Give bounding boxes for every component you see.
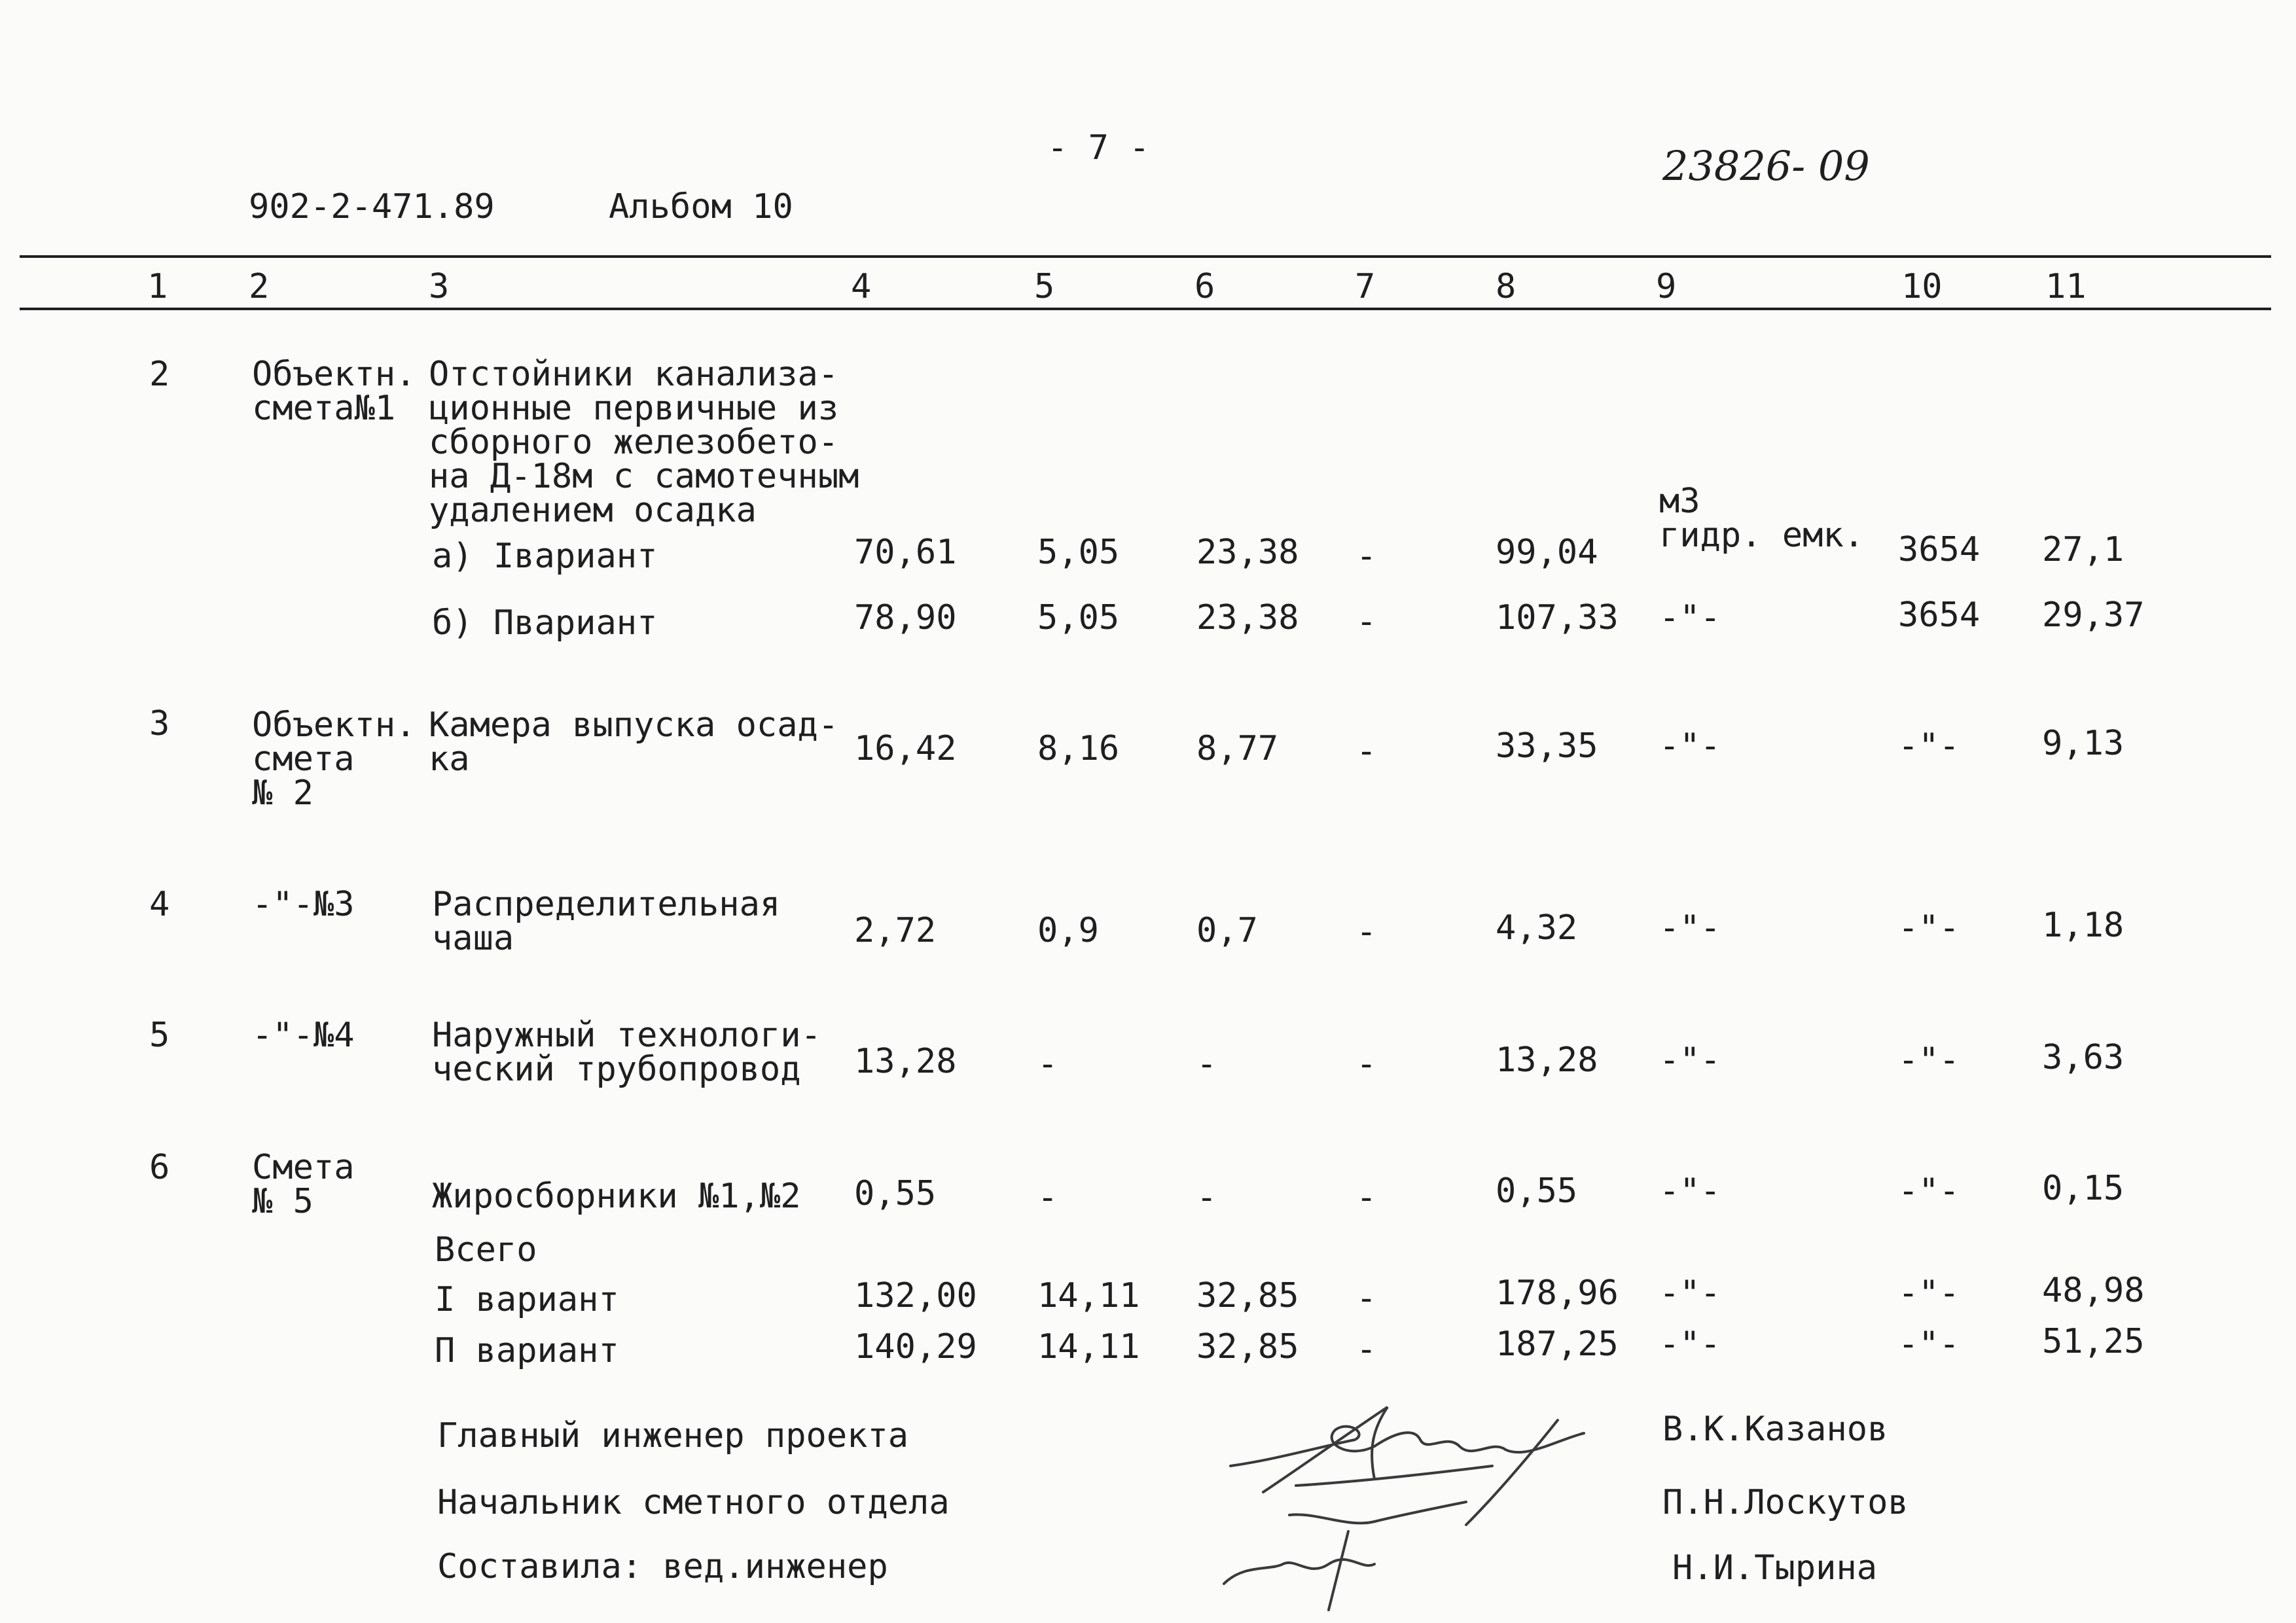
cell-c11: 29,37: [2042, 596, 2145, 635]
cell-c7: -: [1356, 602, 1377, 641]
cell-c9: -"-: [1659, 726, 1721, 766]
item-name: П вариант: [435, 1331, 619, 1370]
item-name: Жиросборники №1,№2: [432, 1177, 801, 1216]
handwritten-signatures: [1217, 1368, 1662, 1623]
cell-c10: -"-: [1898, 1325, 1960, 1364]
cell-c10: -"-: [1898, 1041, 1960, 1080]
unit-of-measure: м3 гидр. емк.: [1659, 482, 1865, 555]
cell-c6: -: [1196, 1178, 1217, 1217]
cell-c11: 27,1: [2042, 530, 2125, 569]
totals-label: Всего: [435, 1230, 537, 1270]
cell-c5: 14,11: [1037, 1276, 1140, 1315]
cell-c4: 16,42: [854, 729, 957, 768]
row-number: 3: [149, 704, 170, 743]
cell-c10: -"-: [1898, 726, 1960, 766]
cell-c11: 1,18: [2042, 906, 2125, 945]
signature-person: П.Н.Лоскутов: [1662, 1483, 1909, 1522]
column-header-1: 1: [147, 267, 168, 306]
cell-c9: -"-: [1659, 1274, 1721, 1313]
cell-c8: 33,35: [1496, 726, 1598, 766]
item-name: Отстойники канализа- ционные первичные из сборного железобето- на Д-18м с самотечным удалением осадка: [429, 355, 859, 530]
item-name: б) Пвариант: [432, 603, 658, 643]
column-header-10: 10: [1901, 267, 1943, 306]
cell-c10: -"-: [1898, 1274, 1960, 1313]
signature-stroke: [1466, 1420, 1558, 1525]
signature-stroke: [1296, 1466, 1492, 1486]
cell-c5: 14,11: [1037, 1327, 1140, 1366]
cell-c11: 9,13: [2042, 724, 2125, 763]
cell-c4: 2,72: [854, 911, 937, 950]
row-number: 2: [149, 355, 170, 394]
cell-c11: 0,15: [2042, 1169, 2125, 1208]
cell-c9: -"-: [1659, 598, 1721, 637]
cell-c6: 23,38: [1196, 533, 1299, 572]
estimate-reference: -"-№4: [252, 1016, 355, 1055]
cell-c8: 178,96: [1496, 1274, 1619, 1313]
page-number: - 7 -: [1047, 128, 1150, 168]
signature-role: Составила: вед.инженер: [437, 1547, 888, 1586]
signature-role: Начальник сметного отдела: [437, 1483, 950, 1522]
table-top-rule: [20, 255, 2271, 258]
cell-c4: 140,29: [854, 1327, 977, 1366]
cell-c8: 187,25: [1496, 1325, 1619, 1364]
cell-c4: 0,55: [854, 1174, 937, 1213]
item-name: I вариант: [435, 1280, 619, 1319]
cell-c10: -"-: [1898, 908, 1960, 948]
cell-c5: -: [1037, 1044, 1058, 1084]
cell-c11: 48,98: [2042, 1271, 2145, 1310]
cell-c7: -: [1356, 1044, 1377, 1084]
item-name: Камера выпуска осад- ка: [429, 705, 839, 779]
cell-c8: 4,32: [1496, 908, 1578, 948]
row-number: 5: [149, 1016, 170, 1055]
cell-c5: 8,16: [1037, 729, 1120, 768]
signature-stroke: [1224, 1560, 1374, 1584]
cell-c6: 32,85: [1196, 1327, 1299, 1366]
column-header-5: 5: [1034, 267, 1055, 306]
signature-role: Главный инженер проекта: [437, 1416, 909, 1455]
estimate-reference: Объектн. смета № 2: [252, 705, 416, 813]
cell-c6: -: [1196, 1044, 1217, 1084]
cell-c5: 0,9: [1037, 911, 1099, 950]
cell-c10: 3654: [1898, 530, 1981, 569]
cell-c10: 3654: [1898, 596, 1981, 635]
cell-c7: -: [1356, 537, 1377, 576]
column-header-3: 3: [429, 267, 450, 306]
cell-c8: 99,04: [1496, 533, 1598, 572]
column-header-11: 11: [2045, 267, 2087, 306]
cell-c6: 32,85: [1196, 1276, 1299, 1315]
cell-c9: -"-: [1659, 1325, 1721, 1364]
cell-c7: -: [1356, 732, 1377, 771]
cell-c9: -"-: [1659, 1171, 1721, 1211]
signature-person: В.К.Казанов: [1662, 1410, 1888, 1449]
column-header-7: 7: [1355, 267, 1376, 306]
estimate-reference: -"-№3: [252, 885, 355, 924]
cell-c11: 3,63: [2042, 1038, 2125, 1077]
estimate-reference: Смета № 5: [252, 1148, 355, 1221]
signature-person: Н.И.Тырина: [1672, 1548, 1878, 1588]
stamp-number: 23826- 09: [1662, 142, 1870, 190]
signature-stroke: [1230, 1427, 1584, 1466]
column-header-8: 8: [1496, 267, 1516, 306]
cell-c5: 5,05: [1037, 533, 1120, 572]
cell-c8: 0,55: [1496, 1171, 1578, 1211]
signature-stroke: [1289, 1502, 1466, 1523]
cell-c6: 8,77: [1196, 729, 1279, 768]
cell-c4: 78,90: [854, 598, 957, 637]
cell-c7: -: [1356, 912, 1377, 952]
album-label: Альбом 10: [609, 187, 793, 226]
column-header-9: 9: [1656, 267, 1677, 306]
item-name: а) Iвариант: [432, 537, 658, 576]
cell-c9: -"-: [1659, 1041, 1721, 1080]
column-header-4: 4: [851, 267, 872, 306]
item-name: Распределительная чаша: [432, 885, 781, 958]
document-code: 902-2-471.89: [249, 187, 495, 226]
cell-c8: 13,28: [1496, 1041, 1598, 1080]
cell-c10: -"-: [1898, 1171, 1960, 1211]
cell-c5: 5,05: [1037, 598, 1120, 637]
cell-c6: 0,7: [1196, 911, 1258, 950]
cell-c9: -"-: [1659, 908, 1721, 948]
cell-c8: 107,33: [1496, 598, 1619, 637]
item-name: Наружный технологи- ческий трубопровод: [432, 1016, 821, 1089]
column-header-2: 2: [249, 267, 270, 306]
cell-c4: 132,00: [854, 1276, 977, 1315]
cell-c11: 51,25: [2042, 1322, 2145, 1361]
row-number: 6: [149, 1148, 170, 1187]
cell-c6: 23,38: [1196, 598, 1299, 637]
column-header-6: 6: [1194, 267, 1215, 306]
cell-c7: -: [1356, 1330, 1377, 1369]
cell-c7: -: [1356, 1279, 1377, 1318]
estimate-reference: Объектн. смета№1: [252, 355, 416, 428]
cell-c4: 13,28: [854, 1042, 957, 1081]
signature-stroke: [1329, 1531, 1348, 1610]
row-number: 4: [149, 885, 170, 924]
cell-c7: -: [1356, 1178, 1377, 1217]
cell-c5: -: [1037, 1178, 1058, 1217]
table-header-rule: [20, 308, 2271, 310]
cell-c4: 70,61: [854, 533, 957, 572]
